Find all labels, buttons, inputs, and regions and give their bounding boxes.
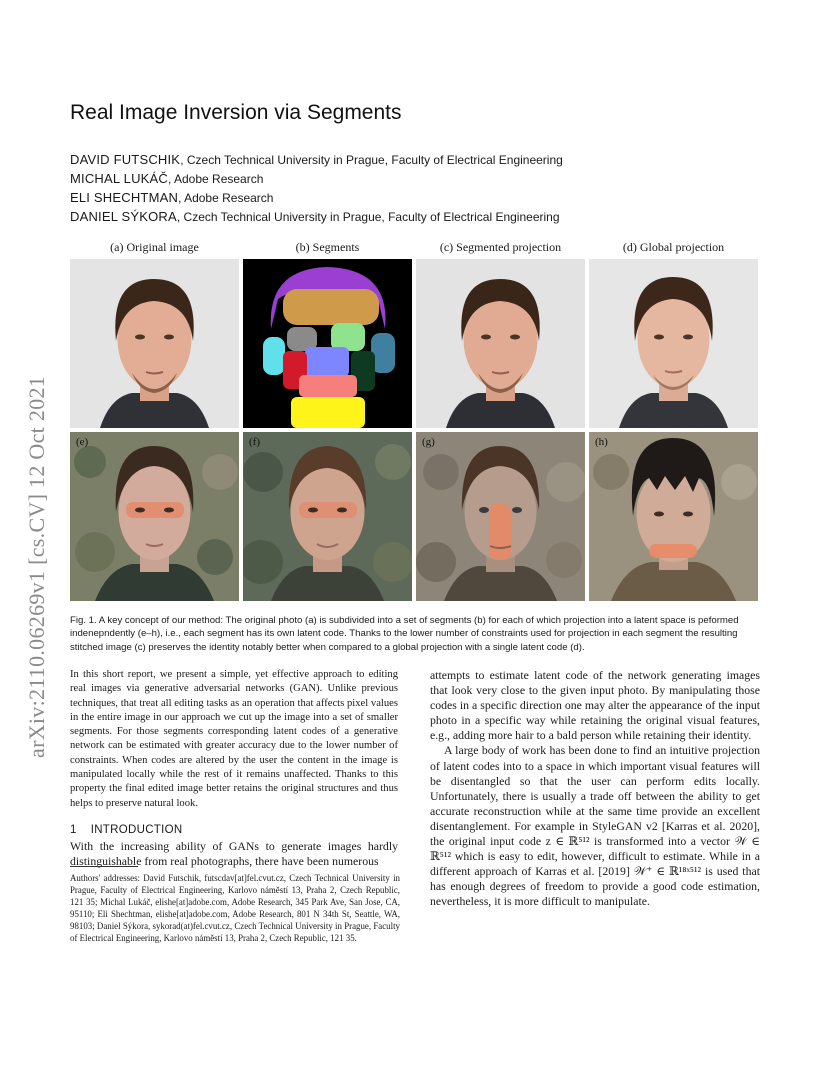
left-column: [70, 668, 398, 869]
paper-title: Real Image Inversion via Segments: [70, 101, 402, 124]
author-name: DANIEL SÝKORA: [70, 209, 177, 224]
author-affiliation: , Adobe Research: [168, 172, 264, 186]
global-projection-image: [589, 259, 758, 428]
intro-paragraph-right-1: attempts to estimate latent code of the network generating images that look very close to the given input photo. By manipulating those codes in a specific direction one may alter the appearance of the input photo in a specific way while retaining the original visual features, e.g., adding more hair to a bald person while retaining their identity.: [430, 668, 760, 743]
author-name: ELI SHECHTMAN: [70, 190, 179, 205]
subfigure-tag-f: (f): [249, 436, 260, 448]
intro-paragraph-left: With the increasing ability of GANs to generate images hardly distinguishable from real photographs, there have been numerous: [70, 838, 398, 869]
abstract: In this short report, we present a simple, yet effective approach to editing real images via generative adversarial networks (GAN). Unlike previous techniques, that treat all editing tasks as an operation that affects pixel values in the entire image in our approach we cut up the image into a set of smaller segments. For those segments corresponding latent codes of a generative network can be estimated with greater accuracy due to the lower number of constraints. When codes are altered by the user the content in the image is manipulated locally while the rest of it remains unaffected. Thanks to this property the final edited image better retains the original structures and thus helps to preserve natural look.: [70, 669, 398, 809]
subfigure-tag-e: (e): [76, 436, 89, 448]
author-line: [70, 207, 770, 226]
section-number: 1: [70, 823, 77, 836]
segment-projection-e-image: [70, 432, 239, 601]
intro-paragraph-right-2: A large body of work has been done to find an intuitive projection of latent codes into to a space in which important visual features will be disentangled so that the user can perform edits locally. Unfortunately, there is usually a trade off between the ability to get accurate reconstruction while at the same time provide an excellent disentanglement. For example in StyleGAN v2 [Karras et al. 2020], the original input code z ∈ ℝ⁵¹² is transformed into a vector 𝒲 ∈ ℝ⁵¹² which is easy to edit, however, difficult to estimate. While in a different approach of Karras et al. [2019] 𝒲⁺ ∈ ℝ¹⁸ˣ⁵¹² is used that has enough degrees of freedom to provide a good code estimation, nevertheless, it is more difficult to manipulate.: [430, 743, 760, 909]
author-affiliation: , Czech Technical University in Prague, Faculty of Electrical Engineering: [176, 210, 560, 224]
figure-image-grid: [70, 259, 759, 601]
figure-subcaptions: [70, 240, 759, 256]
figure-caption: Fig. 1. A key concept of our method: The original photo (a) is subdivided into a set of segments (b) for each of which projection into a latent space is peformed indenepndently (e–h), i.e., each segment has its own latent code. Thanks to the lower number of constraints used for projection in each segment the resulting stitched image (c) preserves the identity notably better when compared to a global projection with a single latent code (d).: [70, 615, 739, 653]
author-line: [70, 169, 770, 188]
author-name: DAVID FUTSCHIK: [70, 152, 181, 167]
subfigure-tag-h: (h): [595, 436, 608, 448]
footnote-rule: [70, 866, 138, 867]
subcaption-c: (c) Segmented projection: [439, 240, 562, 254]
right-column: [430, 668, 760, 910]
author-line: [70, 150, 770, 169]
author-line: [70, 188, 770, 207]
author-affiliation: , Czech Technical University in Prague, Faculty of Electrical Engineering: [180, 153, 563, 167]
arxiv-side-label: arXiv:2110.06269v1 [cs.CV] 12 Oct 2021: [24, 375, 49, 758]
author-list: [70, 150, 770, 226]
author-affiliation: , Adobe Research: [178, 191, 274, 205]
segments-map-image: [243, 259, 412, 428]
section-heading: [70, 824, 398, 836]
segment-projection-h-image: [589, 432, 758, 601]
subcaption-a: (a) Original image: [110, 240, 199, 254]
subcaption-b: (b) Segments: [295, 240, 360, 254]
subfigure-tag-g: (g): [422, 436, 435, 448]
original-face-image: [70, 259, 239, 428]
segment-projection-g-image: [416, 432, 585, 601]
section-title: INTRODUCTION: [90, 823, 183, 836]
subcaption-d: (d) Global projection: [622, 240, 725, 254]
author-address-footnote: Authors' addresses: David Futschik, futscdav[at]fel.cvut.cz, Czech Technical University in Prague, Faculty of Electrical Engineering, Karlovo náměstí 13, Praha 2, Czech Republic, 121 35; Michal Lukáč, elishe[at]adobe.com, Adobe Research, 345 Park Ave, San Jose, CA, 95110; Eli Shechtman, elishe[at]adobe.com, Adobe Research, 801 N 34th St, Seattle, WA, 98103; Daniel Sýkora, sykorad(at)fel.cvut.cz, Czech Technical University in Prague, Faculty of Electrical Engineering, Karlovo náměstí 13, Praha 2, Czech Republic, 121 35.: [70, 873, 400, 944]
author-name: MICHAL LUKÁČ: [70, 171, 168, 186]
segment-projection-f-image: [243, 432, 412, 601]
segmented-projection-image: [416, 259, 585, 428]
